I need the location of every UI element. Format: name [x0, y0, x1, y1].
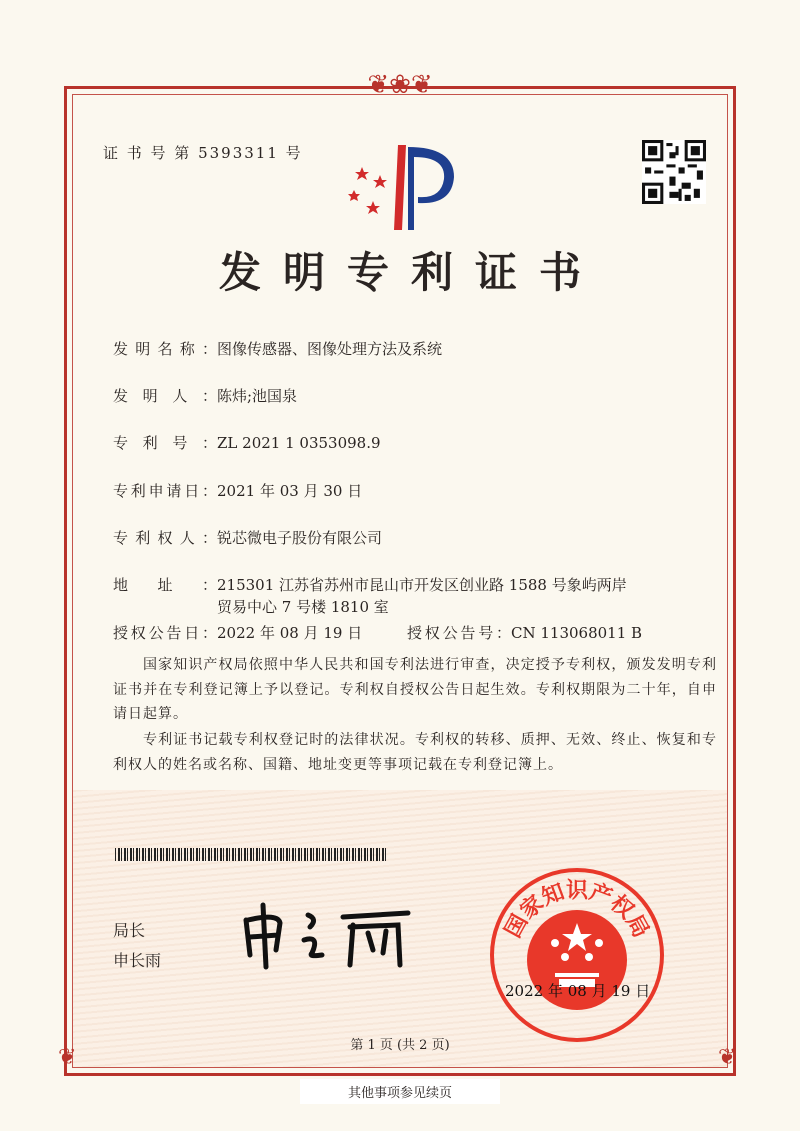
director-signature [238, 895, 418, 970]
director-title: 局长 [113, 921, 146, 940]
paragraph: 国家知识产权局依照中华人民共和国专利法进行审查，决定授予专利权，颁发发明专利证书并在专利登记簿上予以登记。专利权自授权公告日起生效。专利权期限为二十年，自申请日起算。 [113, 657, 717, 722]
field-value: 陈炜;池国泉 [217, 387, 298, 405]
field-label: 发明名称： [113, 340, 217, 358]
continued-note: 其他事项参见续页 [300, 1079, 500, 1104]
corner-ornament-icon: ❦ [58, 1045, 77, 1070]
field-label: 专利申请日： [113, 482, 217, 500]
page-number: 第 1 页 (共 2 页) [350, 1038, 450, 1053]
field-patent-number [113, 432, 637, 454]
seal-text: 国家知识产权局 [499, 877, 655, 943]
field-value: 图像传感器、图像处理方法及系统 [217, 340, 443, 358]
field-invention-name [113, 338, 637, 360]
corner-ornament-icon: ❦ [718, 1045, 737, 1070]
field-grant [113, 622, 651, 644]
field-label: 地址： [113, 576, 217, 594]
top-ornament-icon: ❦❀❦ [367, 70, 433, 100]
field-value: 2022 年 08 月 19 日 [217, 624, 363, 642]
official-seal [487, 865, 667, 1045]
paragraph: 专利证书记载专利权登记时的法律状况。专利权的转移、质押、无效、终止、恢复和专利权人的姓名或名称、国籍、地址变更等事项记载在专利登记簿上。 [113, 732, 717, 773]
field-value: 215301 江苏省苏州市昆山市开发区创业路 1588 号象屿两岸贸易中心 7 号楼 1810 室 [217, 576, 627, 616]
field-value: 2021 年 03 月 30 日 [217, 482, 363, 500]
director-name: 申长雨 [113, 951, 162, 970]
field-label: 专利权人： [113, 529, 217, 547]
seal-date: 2022 年 08 月 19 日 [505, 982, 651, 1000]
field-application-date [113, 480, 637, 502]
field-label: 发明人： [113, 387, 217, 405]
barcode [115, 848, 387, 861]
field-label: 专利号： [113, 434, 217, 452]
field-value: 锐芯微电子股份有限公司 [217, 529, 383, 547]
certificate-title: 发明专利证书 [218, 248, 603, 297]
qr-code [642, 140, 706, 204]
field-value: ZL 2021 1 0353098.9 [217, 434, 381, 452]
field-address [113, 574, 627, 618]
cnipa-logo [340, 135, 465, 235]
field-label: 授权公告号： [407, 624, 511, 642]
field-patentee [113, 527, 637, 549]
field-inventors [113, 385, 637, 407]
certificate-number: 证 书 号 第 5393311 号 [103, 144, 303, 162]
field-value: CN 113068011 B [511, 624, 643, 642]
field-label: 授权公告日： [113, 624, 217, 642]
